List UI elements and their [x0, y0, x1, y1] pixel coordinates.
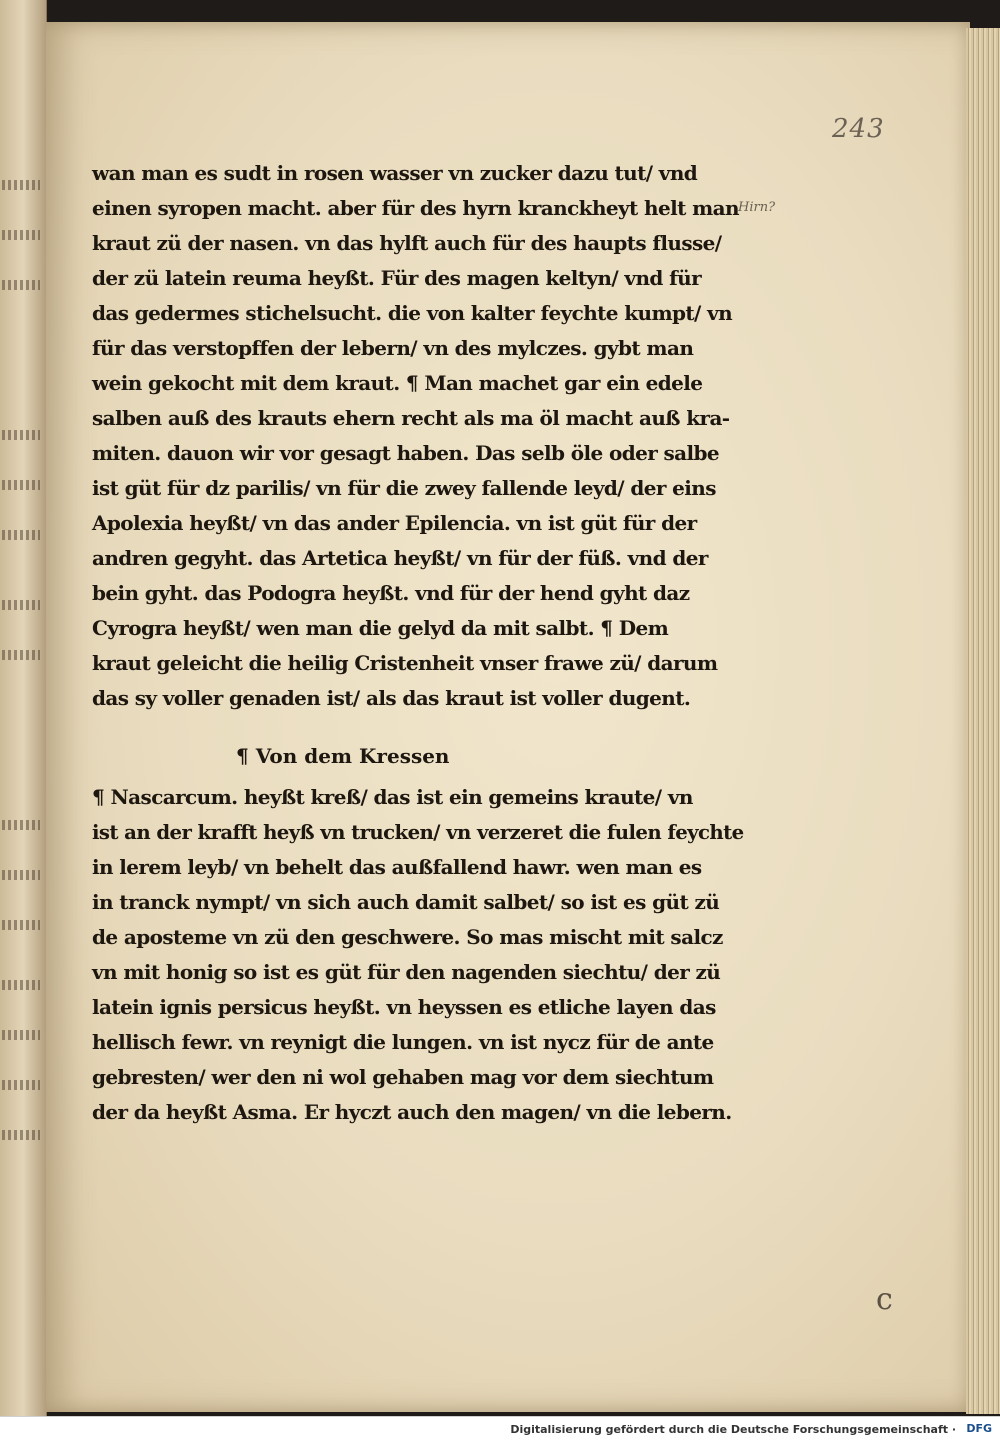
- folio-number: 243: [832, 114, 885, 144]
- text-line: vn mit honig so ist es güt für den nagenden siechtu/ der zü: [92, 960, 721, 984]
- text-line: latein ignis persicus heyßt. vn heyssen es etliche layen das: [92, 995, 716, 1019]
- text-line: der da heyßt Asma. Er hyczt auch den magen/ vn die lebern.: [92, 1100, 732, 1124]
- text-line: einen syropen macht. aber für des hyrn kranckheyt helt man: [92, 196, 739, 220]
- facing-page-text-trace: [2, 820, 40, 830]
- text-line: hellisch fewr. vn reynigt die lungen. vn ist nycz für de ante: [92, 1030, 714, 1054]
- footer-credit: Digitalisierung gefördert durch die Deutsche Forschungsgemeinschaft ·: [510, 1423, 956, 1436]
- facing-page-text-trace: [2, 920, 40, 930]
- text-line: ist güt für dz parilis/ vn für die zwey fallende leyd/ der eins: [92, 476, 716, 500]
- text-line: wein gekocht mit dem kraut. ¶ Man machet gar ein edele: [92, 371, 703, 395]
- facing-page-text-trace: [2, 430, 40, 440]
- facing-page-edge: [0, 0, 47, 1420]
- facing-page-text-trace: [2, 980, 40, 990]
- text-line: der zü latein reuma heyßt. Für des magen keltyn/ vnd für: [92, 266, 702, 290]
- text-line: kraut geleicht die heilig Cristenheit vnser frawe zü/ darum: [92, 651, 718, 675]
- paragraph-main: [92, 156, 744, 716]
- facing-page-text-trace: [2, 650, 40, 660]
- text-line: gebresten/ wer den ni wol gehaben mag vor dem siechtum: [92, 1065, 714, 1089]
- page-stack-edge: [966, 28, 1000, 1414]
- text-line: das gedermes stichelsucht. die von kalter feychte kumpt/ vn: [92, 301, 733, 325]
- facing-page-text-trace: [2, 1030, 40, 1040]
- text-line: kraut zü der nasen. vn das hylft auch für des haupts flusse/: [92, 231, 722, 255]
- facing-page-text-trace: [2, 1080, 40, 1090]
- facing-page-text-trace: [2, 180, 40, 190]
- text-line: salben auß des krauts ehern recht als ma öl macht auß kra-: [92, 406, 730, 430]
- text-line: Cyrogra heyßt/ wen man die gelyd da mit salbt. ¶ Dem: [92, 616, 669, 640]
- text-line: wan man es sudt in rosen wasser vn zucker dazu tut/ vnd: [92, 161, 698, 185]
- text-line: das sy voller genaden ist/ als das kraut ist voller dugent.: [92, 686, 691, 710]
- digitization-footer: [0, 1416, 1000, 1443]
- text-line: de aposteme vn zü den geschwere. So mas mischt mit salcz: [92, 925, 723, 949]
- section-heading: ¶ Von dem Kressen: [236, 744, 450, 768]
- facing-page-text-trace: [2, 480, 40, 490]
- text-line: ist an der krafft heyß vn trucken/ vn verzeret die fulen feychte: [92, 820, 744, 844]
- text-line: Apolexia heyßt/ vn das ander Epilencia. vn ist güt für der: [92, 511, 697, 535]
- facing-page-text-trace: [2, 1130, 40, 1140]
- facing-page-text-trace: [2, 230, 40, 240]
- facing-page-text-trace: [2, 600, 40, 610]
- facing-page-text-trace: [2, 280, 40, 290]
- text-line: für das verstopffen der lebern/ vn des mylczes. gybt man: [92, 336, 694, 360]
- marginal-note: Hirn?: [738, 200, 776, 215]
- dfg-logo-icon: DFG: [966, 1422, 992, 1435]
- text-line: ¶ Nascarcum. heyßt kreß/ das ist ein gemeins kraute/ vn: [92, 785, 693, 809]
- signature-mark: c: [876, 1282, 893, 1317]
- text-line: in tranck nympt/ vn sich auch damit salbet/ so ist es güt zü: [92, 890, 720, 914]
- text-line: andren gegyht. das Artetica heyßt/ vn für der füß. vnd der: [92, 546, 708, 570]
- facing-page-text-trace: [2, 530, 40, 540]
- text-line: bein gyht. das Podogra heyßt. vnd für der hend gyht daz: [92, 581, 690, 605]
- paragraph-kressen: [92, 780, 744, 1130]
- facing-page-text-trace: [2, 870, 40, 880]
- text-line: in lerem leyb/ vn behelt das außfallend hawr. wen man es: [92, 855, 702, 879]
- text-line: miten. dauon wir vor gesagt haben. Das selb öle oder salbe: [92, 441, 720, 465]
